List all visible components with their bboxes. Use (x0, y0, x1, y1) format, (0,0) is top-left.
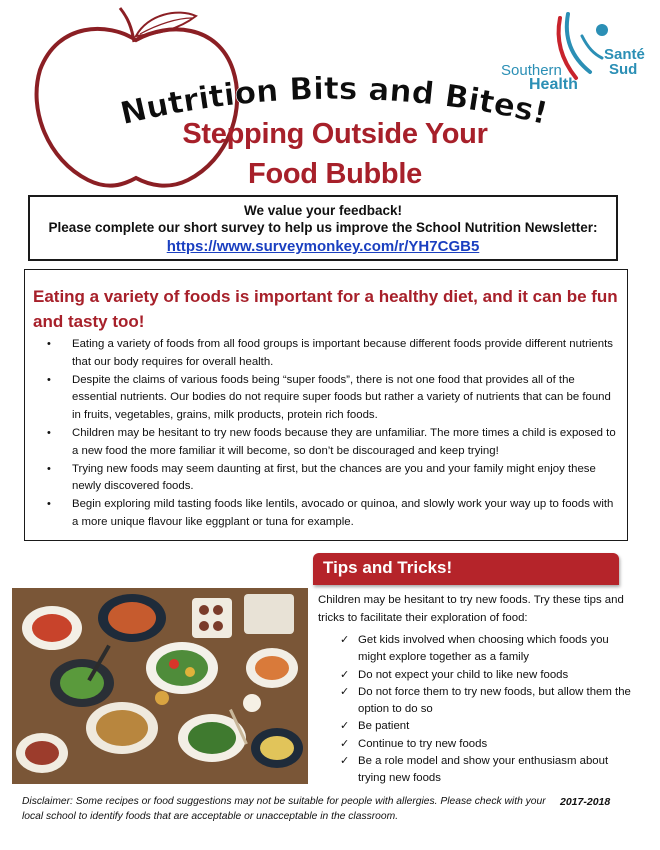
feedback-request: Please complete our short survey to help us improve the School Nutrition Newsletter: (48, 220, 598, 235)
logo-text-southern: Southern (501, 62, 562, 79)
tips-title: Tips and Tricks! (323, 558, 453, 577)
tips-intro: Children may be hesitant to try new foods. Try these tips and tricks to facilitate their exploration of food: (318, 594, 624, 624)
tips-banner (313, 553, 619, 585)
food-table-photo (12, 588, 308, 784)
svg-text:Nutrition Bits and Bites!: Nutrition Bits and Bites! (117, 70, 552, 133)
logo-text-sante: Santé (604, 46, 645, 63)
list-item: • Begin exploring mild tasting foods like lentils, avocado or quinoa, and slowly work your way up to foods with a more unique flavour like eggplant or tuna for example. (39, 496, 617, 532)
subtitle-line-2: Food Bubble (248, 158, 422, 190)
subtitle-line-1: Stepping Outside Your (182, 118, 488, 150)
survey-link[interactable]: https://www.surveymonkey.com/r/YH7CGB5 (166, 238, 480, 255)
tips-checklist (340, 632, 635, 788)
feedback-box (28, 195, 618, 261)
list-item: ✓ Be a role model and show your enthusiasm about trying new foods (340, 753, 635, 788)
main-bullet-list (39, 336, 617, 532)
main-content-box (24, 269, 628, 541)
list-item: ✓ Do not force them to try new foods, but allow them the option to do so (340, 684, 635, 719)
main-heading: Eating a variety of foods is important for a healthy diet, and it can be fun and tasty too! (33, 287, 618, 331)
list-item: • Despite the claims of various foods being “super foods”, there is not one food that provides all of the essential nutrients. Our bodies do not require super foods but rather a variety of nutrients that can be found in fruits, vegetables, grains, milk products, protein rich foods. (39, 372, 617, 425)
list-item: • Children may be hesitant to try new foods because they are unfamiliar. The more times a child is exposed to a new food the more familiar it will become, so don’t be discouraged and keep trying! (39, 425, 617, 461)
list-item: • Trying new foods may seem daunting at first, but the chances are you and your family might enjoy these newly discovered foods. (39, 461, 617, 497)
list-item: ✓ Do not expect your child to like new foods (340, 667, 635, 684)
disclaimer: Disclaimer: Some recipes or food suggestions may not be suitable for people with allergies. Please check with your local school to identify foods that are acceptable or unacceptable in the classroom. (22, 796, 546, 822)
logo-text-sud: Sud (609, 61, 638, 78)
list-item: ✓ Continue to try new foods (340, 736, 635, 753)
school-year: 2017-2018 (560, 796, 611, 808)
list-item: • Eating a variety of foods from all food groups is important because different foods provide different nutrients that our body requires for overall health. (39, 336, 617, 372)
list-item: ✓ Be patient (340, 718, 635, 735)
logo-text-health: Health (529, 76, 578, 93)
list-item: ✓ Get kids involved when choosing which foods you might explore together as a family (340, 632, 635, 667)
feedback-heading: We value your feedback! (243, 203, 403, 218)
